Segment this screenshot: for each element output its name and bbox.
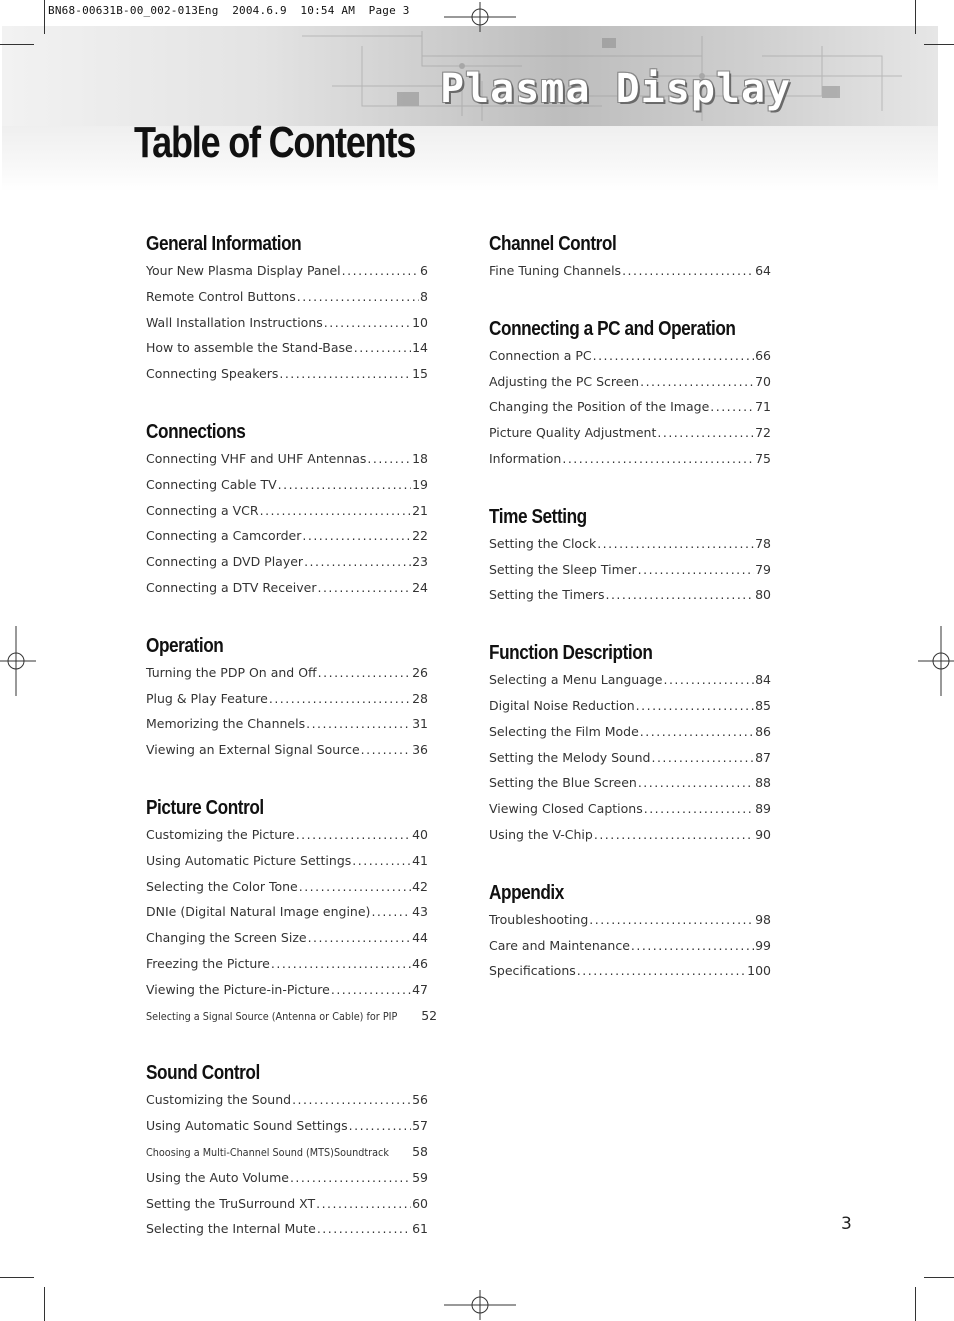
toc-entry-label: Selecting the Internal Mute: [146, 1221, 316, 1237]
toc-entry[interactable]: [489, 263, 771, 289]
crop-mark: [0, 44, 34, 45]
dot-leader: [593, 348, 754, 363]
toc-entry[interactable]: [146, 665, 428, 691]
header-banner: [2, 26, 938, 126]
dot-leader: [278, 477, 411, 492]
dot-leader: [316, 1196, 411, 1211]
toc-entry-label: Adjusting the PC Screen: [489, 373, 640, 389]
toc-entry[interactable]: [146, 956, 428, 982]
toc-entry-page: 28: [412, 690, 428, 706]
crop-mark: [915, 1287, 916, 1321]
toc-entry[interactable]: [146, 1092, 428, 1118]
dot-leader: [577, 963, 746, 978]
toc-entry-label: Viewing an External Signal Source: [146, 742, 360, 758]
toc-entry-label: DNIe (Digital Natural Image engine): [146, 904, 371, 920]
toc-entry[interactable]: [146, 904, 428, 930]
section-heading: Operation: [146, 634, 224, 657]
section-heading: Picture Control: [146, 796, 264, 819]
dot-leader: [306, 716, 411, 731]
toc-entry[interactable]: [489, 451, 771, 477]
dot-leader: [331, 982, 411, 997]
toc-entry-label: Your New Plasma Display Panel: [146, 263, 341, 278]
section-heading: Appendix: [489, 881, 564, 904]
toc-entry[interactable]: [489, 536, 771, 562]
toc-entry-page: 98: [755, 911, 771, 927]
toc-entry-label: Freezing the Picture: [146, 955, 270, 971]
toc-entry-page: 40: [412, 826, 428, 842]
toc-entry[interactable]: [146, 580, 428, 606]
section-heading: Function Description: [489, 642, 653, 665]
toc-entry-page: 15: [412, 366, 428, 382]
toc-entry-label: Memorizing the Channels: [146, 716, 306, 732]
dot-leader: [318, 665, 411, 680]
toc-entry-page: 18: [412, 450, 428, 466]
dot-leader: [589, 912, 754, 927]
toc-entry[interactable]: [146, 982, 428, 1008]
toc-section: [489, 881, 779, 989]
toc-entry[interactable]: [489, 827, 771, 853]
toc-entry-label: How to assemble the Stand-Base: [146, 340, 353, 356]
toc-entry-page: 19: [412, 476, 428, 492]
dot-leader: [260, 503, 412, 518]
toc-entry-label: Viewing Closed Captions: [489, 801, 643, 817]
toc-section: [146, 420, 436, 606]
toc-right-column: [489, 232, 779, 1017]
toc-entry-page: 78: [755, 535, 771, 551]
registration-mark: [0, 626, 36, 696]
toc-section: [489, 641, 779, 853]
page-title: Table of Contents: [134, 118, 416, 167]
toc-entry[interactable]: [146, 263, 428, 289]
crop-mark: [0, 1277, 34, 1278]
toc-entry-label: Customizing the Picture: [146, 826, 295, 842]
dot-leader: [299, 879, 411, 894]
toc-entry-label: Setting the Blue Screen: [489, 775, 637, 791]
toc-entry-page: 61: [412, 1221, 428, 1237]
section-heading: General Information: [146, 233, 302, 255]
toc-entry-label: Setting the Melody Sound: [489, 749, 651, 765]
toc-entry-label: Picture Quality Adjustment: [489, 425, 657, 441]
toc-entry-page: 23: [412, 554, 428, 570]
toc-entry-label: Selecting the Color Tone: [146, 878, 298, 894]
toc-entry-label: Setting the Sleep Timer: [489, 561, 637, 577]
toc-entry-label: Turning the PDP On and Off: [146, 664, 317, 680]
toc-entry[interactable]: [146, 528, 428, 554]
toc-entry[interactable]: [146, 366, 428, 392]
toc-entry-label: Digital Noise Reduction: [489, 697, 635, 713]
toc-entry[interactable]: [146, 1118, 428, 1144]
toc-entry-label: Selecting a Signal Source (Antenna or Cable) for PIP: [146, 1010, 398, 1023]
dot-leader: [622, 263, 754, 278]
toc-entry-label: Plug & Play Feature: [146, 690, 268, 706]
toc-entry-page: 100: [747, 963, 771, 979]
toc-left-column: [146, 232, 436, 1275]
toc-entry-page: 22: [412, 528, 428, 544]
toc-entry-label: Changing the Screen Size: [146, 930, 307, 946]
toc-entry[interactable]: [489, 724, 771, 750]
toc-entry[interactable]: [489, 775, 771, 801]
toc-entry-page: 36: [412, 742, 428, 758]
toc-entry-page: 99: [755, 937, 771, 953]
toc-entry-label: Selecting the Film Mode: [489, 723, 639, 739]
toc-entry[interactable]: [146, 1144, 428, 1170]
toc-entry[interactable]: [489, 801, 771, 827]
toc-section: [146, 1061, 436, 1247]
toc-entry-page: 6: [420, 263, 428, 278]
crop-mark: [924, 44, 954, 45]
toc-entry-page: 89: [755, 801, 771, 817]
print-slug: BN68-00631B-00_002-013Eng 2004.6.9 10:54 AM Page 3: [48, 4, 410, 17]
dot-leader: [324, 315, 411, 330]
dot-leader: [638, 775, 754, 790]
toc-entry[interactable]: [146, 315, 428, 341]
toc-entry[interactable]: [489, 399, 771, 425]
toc-entry[interactable]: [146, 930, 428, 956]
dot-leader: [317, 580, 411, 595]
toc-entry[interactable]: [489, 938, 771, 964]
toc-entry-page: 75: [755, 450, 771, 466]
toc-entry-label: Connecting a VCR: [146, 502, 259, 518]
toc-entry-label: Setting the TruSurround XT: [146, 1195, 316, 1211]
toc-entry-label: Connecting a DVD Player: [146, 554, 304, 570]
toc-entry-page: 87: [755, 749, 771, 765]
section-heading: Connecting a PC and Operation: [489, 317, 736, 340]
dot-leader: [597, 536, 754, 551]
dot-leader: [562, 451, 754, 466]
page-number: 3: [841, 1214, 852, 1234]
toc-entry-label: Troubleshooting: [489, 911, 589, 927]
dot-leader: [352, 853, 411, 868]
toc-section: [489, 232, 779, 289]
toc-entry[interactable]: [146, 827, 428, 853]
toc-entry-page: 24: [412, 579, 428, 595]
toc-entry-page: 8: [420, 288, 428, 304]
toc-entry-page: 10: [412, 314, 428, 330]
toc-entry-page: 85: [755, 697, 771, 713]
banner-title: Plasma Display: [440, 66, 792, 112]
dot-leader: [354, 340, 411, 355]
section-heading: Sound Control: [146, 1062, 260, 1085]
section-heading: Channel Control: [489, 233, 617, 255]
dot-leader: [371, 904, 411, 919]
toc-entry-label: Using the V-Chip: [489, 826, 593, 842]
toc-entry[interactable]: [489, 562, 771, 588]
dot-leader: [349, 1118, 411, 1133]
toc-entry-label: Wall Installation Instructions: [146, 314, 323, 330]
toc-entry[interactable]: [146, 451, 428, 477]
toc-entry-label: Remote Control Buttons: [146, 288, 296, 304]
toc-entry-page: 41: [412, 852, 428, 868]
toc-entry-page: 56: [412, 1092, 428, 1108]
toc-entry[interactable]: [146, 477, 428, 503]
toc-entry-page: 86: [755, 723, 771, 739]
toc-entry-page: 66: [755, 347, 771, 363]
toc-entry-page: 90: [755, 826, 771, 842]
toc-entry-label: Using Automatic Sound Settings: [146, 1118, 348, 1134]
toc-entry-page: 79: [755, 561, 771, 577]
toc-entry-page: 52: [421, 1007, 438, 1023]
toc-entry-label: Connecting Cable TV: [146, 476, 277, 492]
dot-leader: [292, 1092, 411, 1107]
toc-entry-label: Changing the Position of the Image: [489, 399, 710, 415]
dot-leader: [269, 691, 411, 706]
toc-entry[interactable]: [146, 853, 428, 879]
toc-entry[interactable]: [146, 879, 428, 905]
toc-entry[interactable]: [146, 289, 428, 315]
dot-leader: [644, 801, 754, 816]
toc-entry[interactable]: [489, 425, 771, 451]
toc-entry[interactable]: [489, 963, 771, 989]
crop-mark: [44, 1287, 45, 1321]
dot-leader: [640, 724, 754, 739]
toc-entry-label: Connecting a Camcorder: [146, 528, 302, 544]
toc-section: [146, 634, 436, 768]
toc-entry-label: Using the Auto Volume: [146, 1169, 289, 1185]
toc-entry-page: 31: [412, 716, 428, 732]
toc-section: [489, 317, 779, 477]
dot-leader: [290, 1170, 411, 1185]
toc-entry[interactable]: [146, 340, 428, 366]
toc-entry-label: Fine Tuning Channels: [489, 263, 622, 278]
toc-entry-page: 88: [755, 775, 771, 791]
crop-mark: [44, 0, 45, 34]
toc-entry-page: 57: [412, 1118, 428, 1134]
toc-entry-page: 59: [412, 1169, 428, 1185]
toc-entry-page: 84: [755, 672, 771, 688]
toc-entry-page: 71: [755, 399, 771, 415]
toc-section: [489, 505, 779, 613]
toc-entry-page: 42: [412, 878, 428, 894]
toc-entry-label: Information: [489, 450, 562, 466]
toc-entry[interactable]: [146, 503, 428, 529]
toc-entry[interactable]: [489, 672, 771, 698]
toc-entry[interactable]: [489, 374, 771, 400]
dot-leader: [304, 554, 411, 569]
dot-leader: [317, 1221, 411, 1236]
registration-mark: [444, 2, 516, 32]
registration-mark: [444, 1290, 516, 1320]
toc-entry-label: Specifications: [489, 963, 576, 979]
toc-entry-label: Choosing a Multi-Channel Sound (MTS)Soundtrack: [146, 1146, 389, 1159]
toc-entry-label: Care and Maintenance: [489, 937, 630, 953]
dot-leader: [302, 528, 411, 543]
dot-leader: [710, 399, 754, 414]
dot-leader: [342, 263, 419, 278]
toc-entry[interactable]: [146, 1221, 428, 1247]
dot-leader: [638, 562, 754, 577]
toc-entry[interactable]: [146, 1170, 428, 1196]
dot-leader: [594, 827, 754, 842]
dot-leader: [271, 956, 411, 971]
dot-leader: [636, 698, 754, 713]
toc-entry-page: 46: [412, 955, 428, 971]
toc-entry[interactable]: [146, 742, 428, 768]
dot-leader: [631, 938, 754, 953]
toc-entry-page: 47: [412, 981, 428, 997]
toc-entry-label: Connecting a DTV Receiver: [146, 579, 317, 595]
toc-entry-page: 26: [412, 664, 428, 680]
dot-leader: [657, 425, 754, 440]
toc-entry-page: 58: [412, 1143, 428, 1159]
toc-entry[interactable]: [489, 750, 771, 776]
dot-leader: [361, 742, 411, 757]
dot-leader: [663, 672, 754, 687]
toc-entry-label: Connecting VHF and UHF Antennas: [146, 450, 367, 466]
toc-entry-page: 72: [755, 425, 771, 441]
toc-entry-page: 43: [412, 904, 428, 920]
dot-leader: [640, 374, 754, 389]
toc-entry-label: Viewing the Picture-in-Picture: [146, 981, 330, 997]
toc-entry-label: Setting the Timers: [489, 587, 605, 603]
crop-mark: [915, 0, 916, 34]
section-heading: Time Setting: [489, 505, 587, 528]
toc-section: [146, 232, 436, 392]
toc-entry-page: 21: [412, 502, 428, 518]
toc-entry-label: Selecting a Menu Language: [489, 672, 663, 688]
toc-section: [146, 796, 436, 1033]
dot-leader: [308, 930, 412, 945]
toc-entry-page: 70: [755, 373, 771, 389]
toc-entry[interactable]: [489, 698, 771, 724]
toc-entry[interactable]: [146, 691, 428, 717]
section-heading: Connections: [146, 420, 246, 443]
toc-entry[interactable]: [146, 1007, 438, 1034]
toc-entry[interactable]: [146, 554, 428, 580]
dot-leader: [367, 451, 411, 466]
registration-mark: [918, 626, 954, 696]
toc-entry-page: 44: [412, 930, 428, 946]
toc-entry[interactable]: [146, 1196, 428, 1222]
toc-entry-page: 64: [755, 263, 771, 278]
toc-entry[interactable]: [489, 348, 771, 374]
dot-leader: [296, 827, 411, 842]
toc-entry-label: Customizing the Sound: [146, 1092, 292, 1108]
toc-entry-label: Connecting Speakers: [146, 366, 279, 382]
dot-leader: [297, 289, 419, 304]
toc-entry-label: Connection a PC: [489, 347, 592, 363]
toc-entry[interactable]: [489, 587, 771, 613]
toc-entry-page: 60: [412, 1195, 428, 1211]
toc-entry-label: Setting the Clock: [489, 535, 597, 551]
dot-leader: [605, 587, 754, 602]
crop-mark: [924, 1277, 954, 1278]
toc-entry-page: 80: [755, 587, 771, 603]
dot-leader: [279, 366, 411, 381]
toc-entry[interactable]: [489, 912, 771, 938]
toc-entry[interactable]: [146, 716, 428, 742]
toc-entry-label: Using Automatic Picture Settings: [146, 852, 352, 868]
toc-entry-page: 14: [412, 340, 428, 356]
dot-leader: [651, 750, 754, 765]
